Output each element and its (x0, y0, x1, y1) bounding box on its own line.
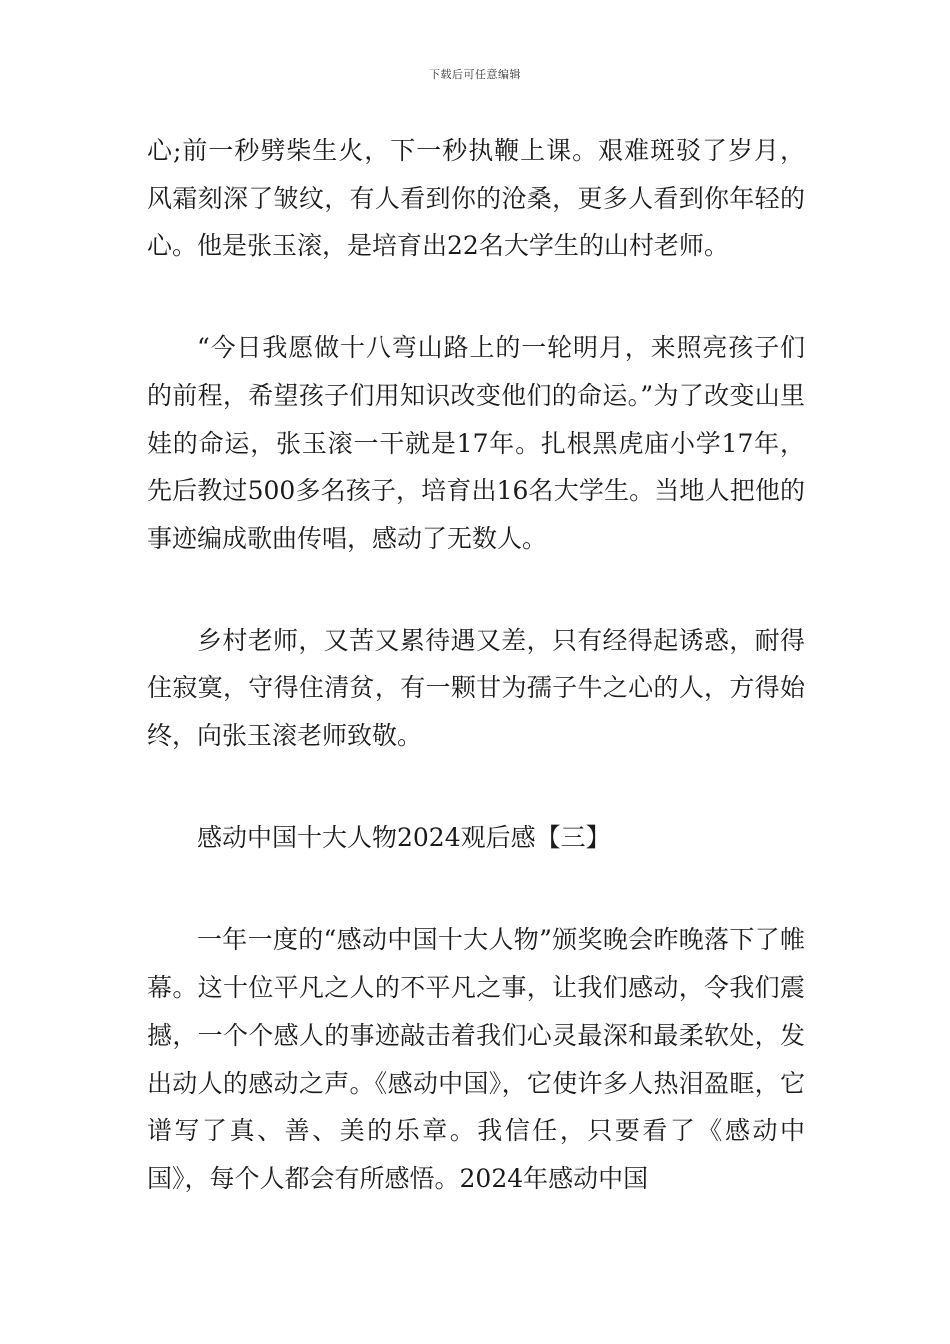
paragraph-review: 一年一度的“感动中国十大人物”颁奖晚会昨晚落下了帷幕。这十位平凡之人的不平凡之事，让我们感动，令我们震撼，一个个感人的事迹敲击着我们心灵最深和最柔软处，发出动人的感动之声。《感动中国》，它使许多人热泪盈眶，它谱写了真、善、美的乐章。我信任，只要看了《感动中国》，每个人都会有所感悟。2024年感动中国 (147, 925, 805, 1193)
paragraph-quote: “今日我愿做十八弯山路上的一轮明月，来照亮孩子们的前程，希望孩子们用知识改变他们的命运。”为了改变山里娃的命运，张玉滚一干就是17年。扎根黑虎庙小学17年，先后教过500多名孩子，培育出16名大学生。当地人把他的事迹编成歌曲传唱，感动了无数人。 (147, 333, 805, 553)
section-title: 感动中国十大人物2024观后感【三】 (197, 822, 611, 852)
paragraph-tribute: 乡村老师，又苦又累待遇又差，只有经得起诱惑，耐得住寂寞，守得住清贫，有一颗甘为孺子牛之心的人，方得始终，向张玉滚老师致敬。 (147, 625, 805, 751)
paragraph-gap (147, 563, 805, 617)
paragraph-gap (147, 760, 805, 814)
paragraph-continuation: 心;前一秒劈柴生火，下一秒执鞭上课。艰难斑驳了岁月，风霜刻深了皱纹，有人看到你的沧桑，更多人看到你年轻的心。他是张玉滚，是培育出22名大学生的山村老师。 (147, 136, 805, 261)
paragraph-gap (147, 270, 805, 324)
paragraph-gap (147, 861, 805, 916)
page-header-note: 下载后可任意编辑 (429, 68, 521, 81)
document-body (147, 127, 805, 1203)
